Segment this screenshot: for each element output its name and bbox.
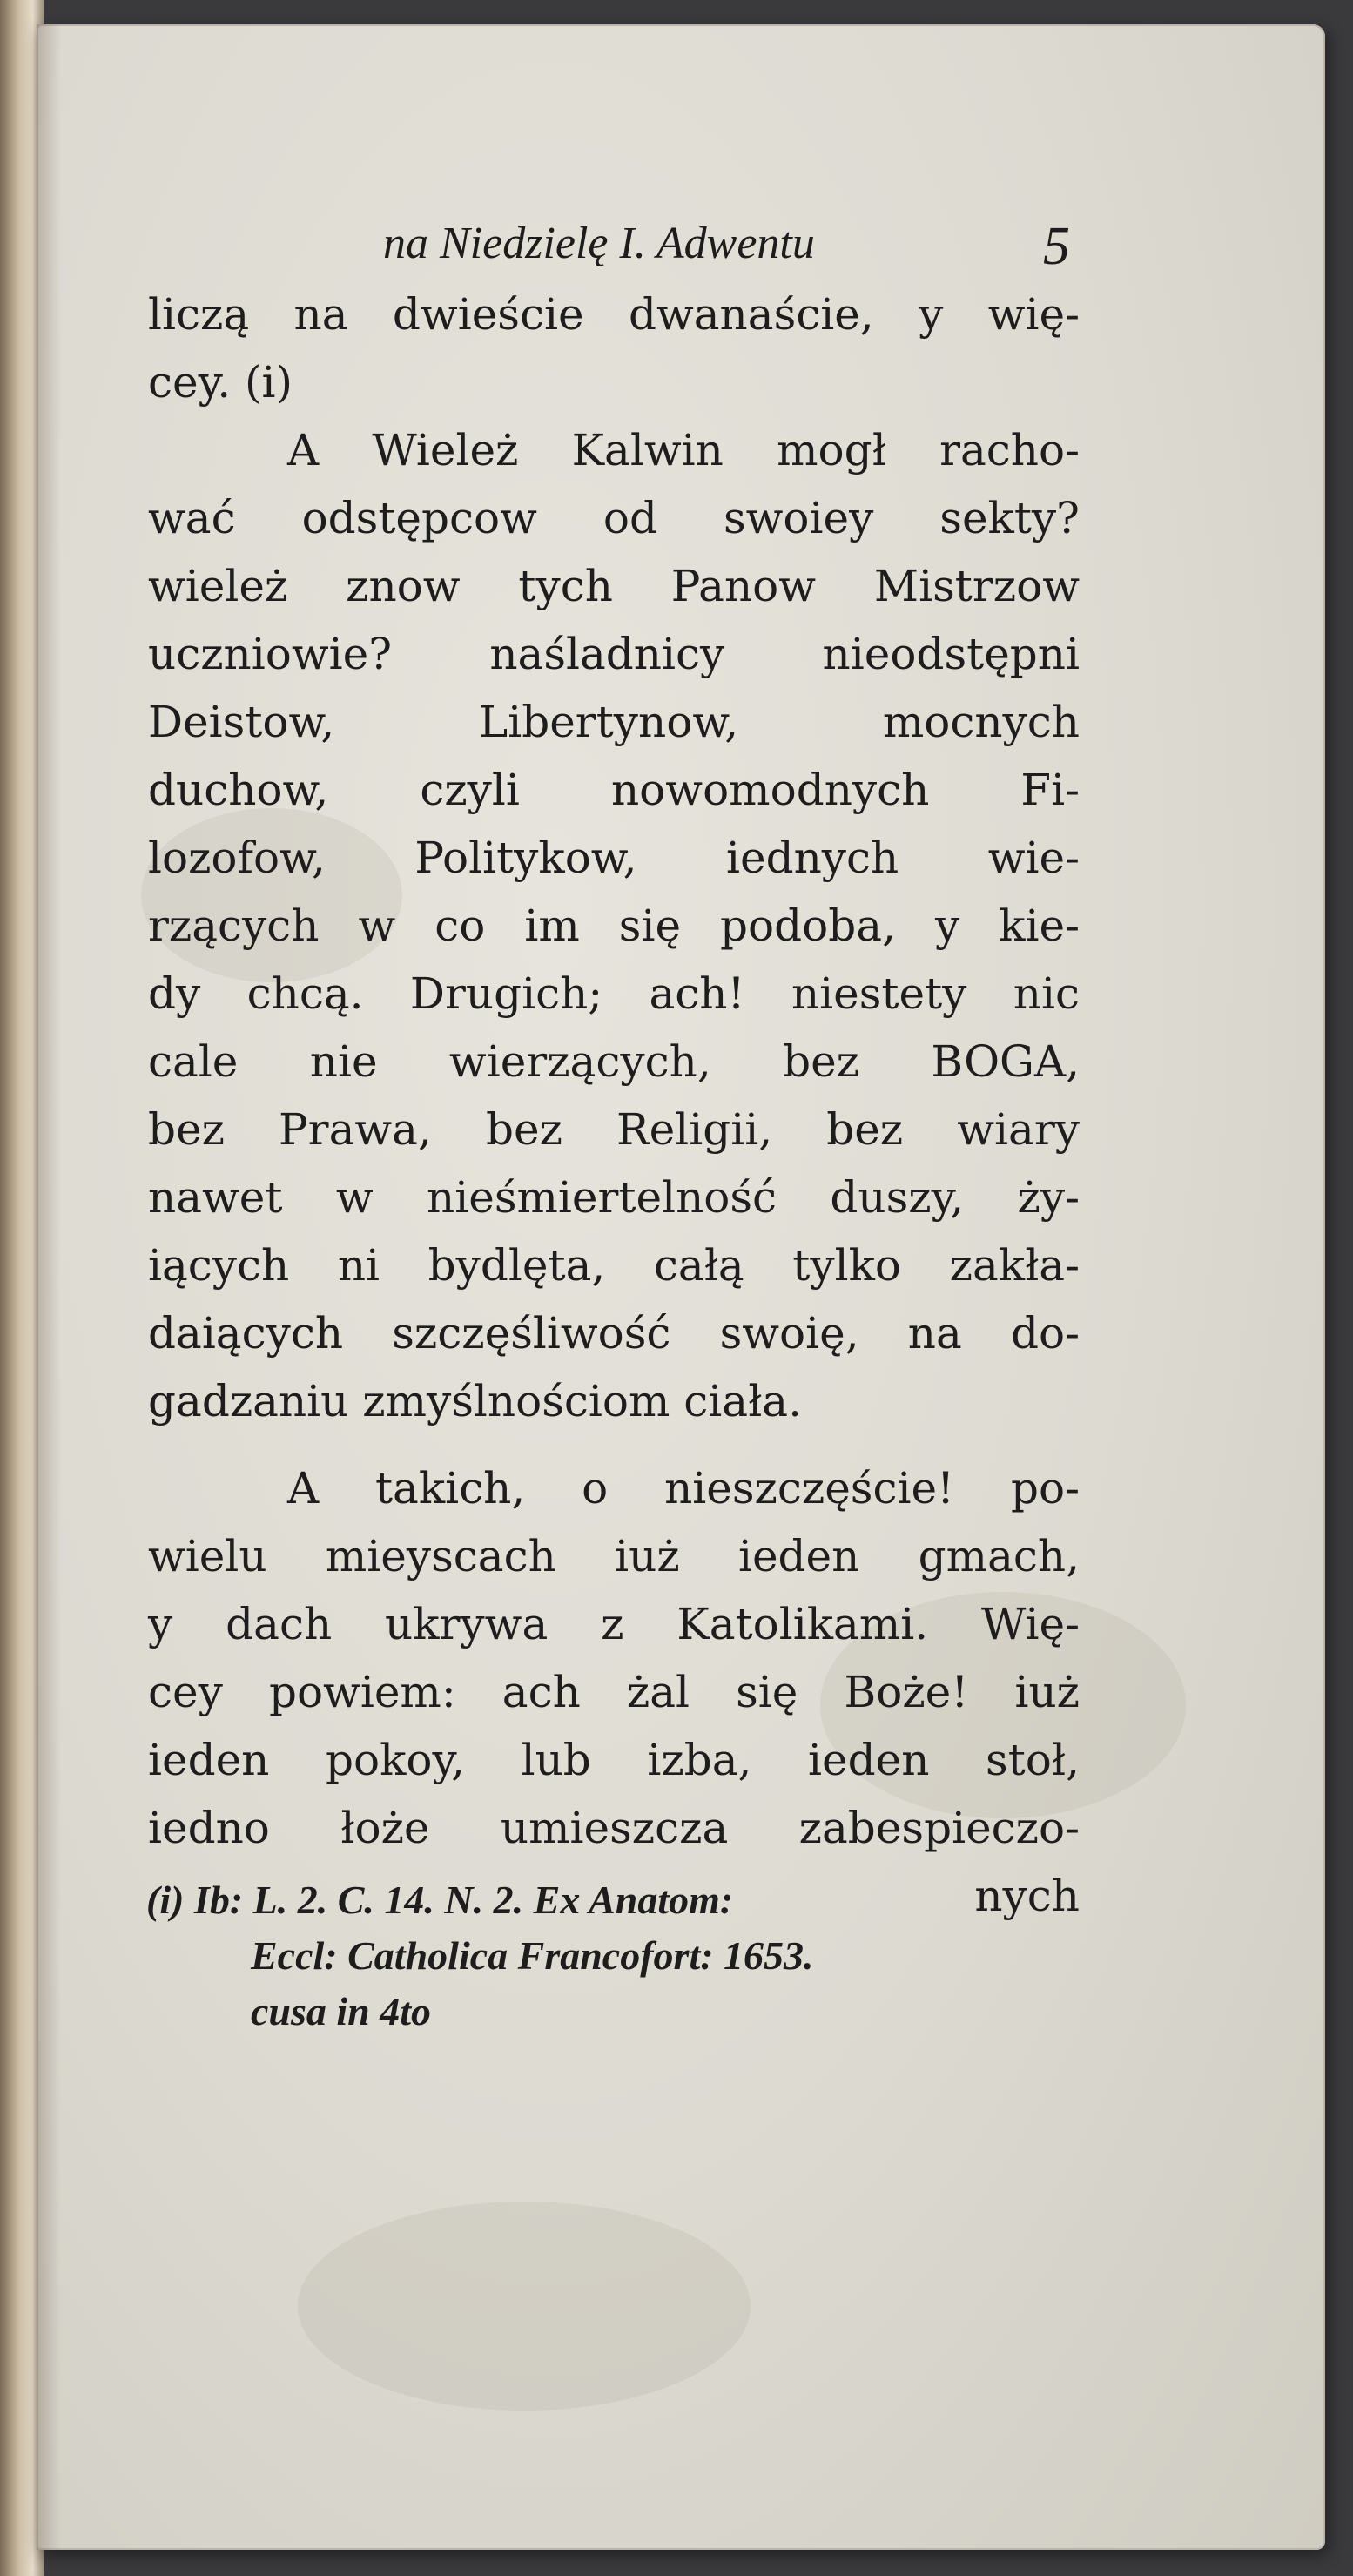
text-line: ieden pokoy, lub izba, ieden stoł, [148,1735,1080,1785]
text-line: Deistow, Libertynow, mocnych [148,697,1080,747]
catchword: nych [974,1871,1080,1921]
text-line: iących ni bydlęta, całą tylko zakła- [148,1240,1080,1291]
running-head: na Niedzielę I. Adwentu [383,219,815,268]
text-line: wać odstępcow od swoiey sekty? [148,493,1080,543]
text-line: wielu mieyscach iuż ieden gmach, [148,1531,1080,1581]
page-gutter-shadow [37,24,61,2550]
footnote-line: (i) Ib: L. 2. C. 14. N. 2. Ex Anatom: [146,1878,734,1922]
paragraph-gap [148,1435,1080,1454]
text-line: liczą na dwieście dwanaście, y wię- [148,289,1080,340]
text-line: uczniowie? naśladnicy nieodstępni [148,629,1080,679]
text-line: y dach ukrywa z Katolikami. Wię- [148,1599,1080,1649]
paper-stain [298,2202,751,2411]
text-line: bez Prawa, bez Religii, bez wiary [148,1104,1080,1155]
text-line: A takich, o nieszczęście! po- [287,1463,1080,1514]
text-line: gadzaniu zmyślnościom ciała. [148,1376,803,1426]
footnote [146,1872,1087,2040]
text-line: lozofow, Politykow, iednych wie- [148,833,1080,883]
text-line: A Wieleż Kalwin mogł racho- [287,425,1080,475]
text-line: wieleż znow tych Panow Mistrzow [148,561,1080,611]
footnote-line: Eccl: Catholica Francofort: 1653. [251,1933,814,1978]
text-line: cey. (i) [148,357,293,408]
text-line: cey powiem: ach żal się Boże! iuż [148,1667,1080,1717]
text-line: dy chcą. Drugich; ach! niestety nic [148,968,1080,1019]
page-number: 5 [1043,217,1070,276]
text-line: rzących w co im się podoba, y kie- [148,900,1080,951]
text-line: cale nie wierzących, bez BOGA, [148,1036,1080,1087]
footnote-line: cusa in 4to [251,1989,432,2033]
text-line: daiących szczęśliwość swoię, na do- [148,1308,1080,1359]
body-text [148,280,1080,1930]
text-line: duchow, czyli nowomodnych Fi- [148,765,1080,815]
text-line: iedno łoże umieszcza zabespieczo- [148,1803,1080,1853]
text-line: nawet w nieśmiertelność duszy, ży- [148,1172,1080,1223]
